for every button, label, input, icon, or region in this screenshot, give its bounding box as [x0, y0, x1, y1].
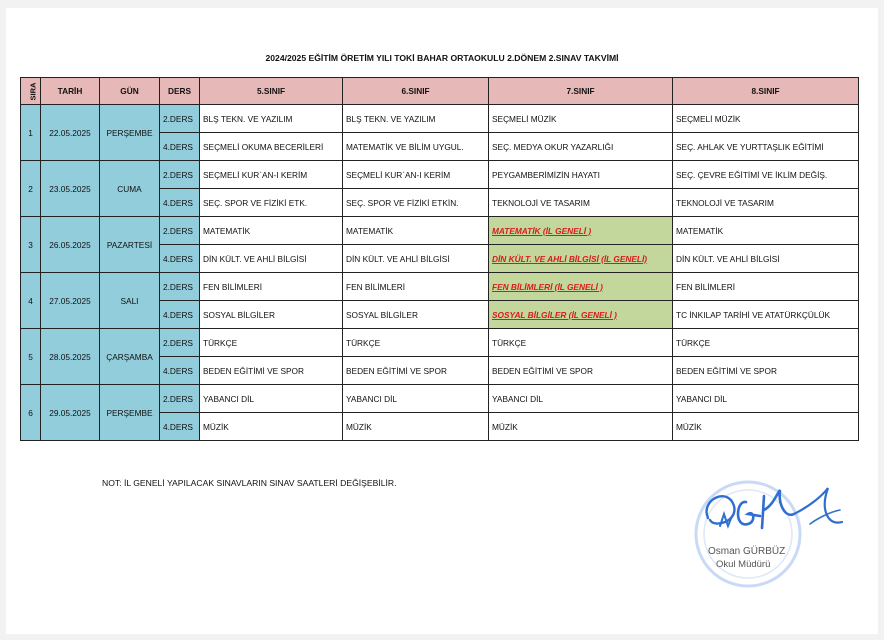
header-lesson: DERS [160, 78, 200, 105]
exam-date: 28.05.2025 [41, 329, 100, 385]
exam-day: ÇARŞAMBA [100, 329, 160, 385]
exam-subject-grade-6: BEDEN EĞİTİMİ VE SPOR [343, 357, 489, 385]
exam-subject-grade-8: TÜRKÇE [673, 329, 859, 357]
exam-subject-grade-7: BEDEN EĞİTİMİ VE SPOR [489, 357, 673, 385]
exam-day: CUMA [100, 161, 160, 217]
table-row [21, 273, 859, 301]
exam-subject-grade-6: YABANCI DİL [343, 385, 489, 413]
exam-subject-grade-5: DİN KÜLT. VE AHLİ BİLGİSİ [200, 245, 343, 273]
lesson-period: 2.DERS [160, 385, 200, 413]
table-row [21, 105, 859, 133]
header-grade-5: 5.SINIF [200, 78, 343, 105]
stamp-name: Osman GÜRBÜZ [708, 546, 786, 557]
row-number: 6 [21, 385, 41, 441]
exam-subject-grade-5: SEÇMELİ OKUMA BECERİLERİ [200, 133, 343, 161]
exam-date: 26.05.2025 [41, 217, 100, 273]
table-row [21, 217, 859, 245]
exam-day: PAZARTESİ [100, 217, 160, 273]
exam-subject-grade-5: BLŞ TEKN. VE YAZILIM [200, 105, 343, 133]
exam-subject-grade-5: TÜRKÇE [200, 329, 343, 357]
document-page [6, 8, 878, 634]
exam-subject-grade-6: DİN KÜLT. VE AHLİ BİLGİSİ [343, 245, 489, 273]
exam-subject-grade-5: SEÇ. SPOR VE FİZİKİ ETK. [200, 189, 343, 217]
note-text: NOT: İL GENELİ YAPILACAK SINAVLARIN SINAV SAATLERİ DEĞİŞEBİLİR. [102, 478, 397, 488]
header-grade-6: 6.SINIF [343, 78, 489, 105]
exam-subject-grade-5: MATEMATİK [200, 217, 343, 245]
exam-subject-grade-7: MÜZİK [489, 413, 673, 441]
exam-day: SALI [100, 273, 160, 329]
table-row [21, 385, 859, 413]
exam-date: 27.05.2025 [41, 273, 100, 329]
exam-subject-grade-7: PEYGAMBERİMİZİN HAYATI [489, 161, 673, 189]
exam-subject-grade-8: TC İNKILAP TARİHİ VE ATATÜRKÇÜLÜK [673, 301, 859, 329]
exam-date: 29.05.2025 [41, 385, 100, 441]
exam-subject-grade-8: MATEMATİK [673, 217, 859, 245]
exam-date: 23.05.2025 [41, 161, 100, 217]
exam-subject-grade-8: MÜZİK [673, 413, 859, 441]
exam-date: 22.05.2025 [41, 105, 100, 161]
exam-day: PERŞEMBE [100, 105, 160, 161]
exam-subject-grade-5: BEDEN EĞİTİMİ VE SPOR [200, 357, 343, 385]
exam-subject-grade-6: BLŞ TEKN. VE YAZILIM [343, 105, 489, 133]
exam-subject-grade-6: TÜRKÇE [343, 329, 489, 357]
exam-subject-grade-5: SEÇMELİ KUR`AN-I KERİM [200, 161, 343, 189]
lesson-period: 4.DERS [160, 189, 200, 217]
exam-subject-grade-5: YABANCI DİL [200, 385, 343, 413]
row-number: 2 [21, 161, 41, 217]
row-number: 3 [21, 217, 41, 273]
lesson-period: 2.DERS [160, 105, 200, 133]
exam-subject-grade-8: SEÇ. ÇEVRE EĞİTİMİ VE İKLİM DEĞİŞ. [673, 161, 859, 189]
exam-subject-grade-5: FEN BİLİMLERİ [200, 273, 343, 301]
exam-subject-grade-6: SOSYAL BİLGİLER [343, 301, 489, 329]
document-title: 2024/2025 EĞİTİM ÖRETİM YILI TOKİ BAHAR ORTAOKULU 2.DÖNEM 2.SINAV TAKVİMİ [265, 53, 619, 63]
lesson-period: 2.DERS [160, 329, 200, 357]
exam-subject-grade-7: DİN KÜLT. VE AHLİ BİLGİSİ (İL GENELİ) [489, 245, 673, 273]
exam-subject-grade-7: SOSYAL BİLGİLER (İL GENELİ ) [489, 301, 673, 329]
lesson-period: 2.DERS [160, 161, 200, 189]
exam-subject-grade-7: YABANCI DİL [489, 385, 673, 413]
exam-subject-grade-7: TEKNOLOJİ VE TASARIM [489, 189, 673, 217]
exam-subject-grade-5: MÜZİK [200, 413, 343, 441]
exam-subject-grade-6: MATEMATİK VE BİLİM UYGUL. [343, 133, 489, 161]
header-grade-7: 7.SINIF [489, 78, 673, 105]
header-day: GÜN [100, 78, 160, 105]
exam-subject-grade-7: SEÇ. MEDYA OKUR YAZARLIĞI [489, 133, 673, 161]
exam-subject-grade-7: MATEMATİK (İL GENELİ ) [489, 217, 673, 245]
lesson-period: 2.DERS [160, 217, 200, 245]
exam-day: PERŞEMBE [100, 385, 160, 441]
header-date: TARİH [41, 78, 100, 105]
exam-subject-grade-6: MÜZİK [343, 413, 489, 441]
header-grade-8: 8.SINIF [673, 78, 859, 105]
exam-subject-grade-8: YABANCI DİL [673, 385, 859, 413]
exam-subject-grade-7: TÜRKÇE [489, 329, 673, 357]
header-sira: SIRA [21, 78, 41, 105]
lesson-period: 4.DERS [160, 133, 200, 161]
lesson-period: 4.DERS [160, 301, 200, 329]
exam-subject-grade-6: SEÇMELİ KUR`AN-I KERİM [343, 161, 489, 189]
exam-subject-grade-6: SEÇ. SPOR VE FİZİKİ ETKİN. [343, 189, 489, 217]
exam-subject-grade-6: FEN BİLİMLERİ [343, 273, 489, 301]
exam-subject-grade-8: SEÇ. AHLAK VE YURTTAŞLIK EĞİTİMİ [673, 133, 859, 161]
exam-subject-grade-8: FEN BİLİMLERİ [673, 273, 859, 301]
table-row [21, 329, 859, 357]
principal-stamp-signature [690, 466, 850, 596]
stamp-role: Okul Müdürü [716, 559, 771, 570]
row-number: 1 [21, 105, 41, 161]
exam-subject-grade-8: BEDEN EĞİTİMİ VE SPOR [673, 357, 859, 385]
row-number: 4 [21, 273, 41, 329]
exam-subject-grade-8: SEÇMELİ MÜZİK [673, 105, 859, 133]
table-body [21, 105, 859, 441]
exam-schedule-table [20, 77, 859, 441]
row-number: 5 [21, 329, 41, 385]
exam-subject-grade-8: TEKNOLOJİ VE TASARIM [673, 189, 859, 217]
exam-subject-grade-8: DİN KÜLT. VE AHLİ BİLGİSİ [673, 245, 859, 273]
table-row [21, 161, 859, 189]
lesson-period: 2.DERS [160, 273, 200, 301]
exam-subject-grade-7: FEN BİLİMLERİ (İL GENELİ ) [489, 273, 673, 301]
lesson-period: 4.DERS [160, 413, 200, 441]
table-header-row [21, 78, 859, 105]
lesson-period: 4.DERS [160, 357, 200, 385]
lesson-period: 4.DERS [160, 245, 200, 273]
exam-subject-grade-7: SEÇMELİ MÜZİK [489, 105, 673, 133]
exam-subject-grade-6: MATEMATİK [343, 217, 489, 245]
exam-subject-grade-5: SOSYAL BİLGİLER [200, 301, 343, 329]
